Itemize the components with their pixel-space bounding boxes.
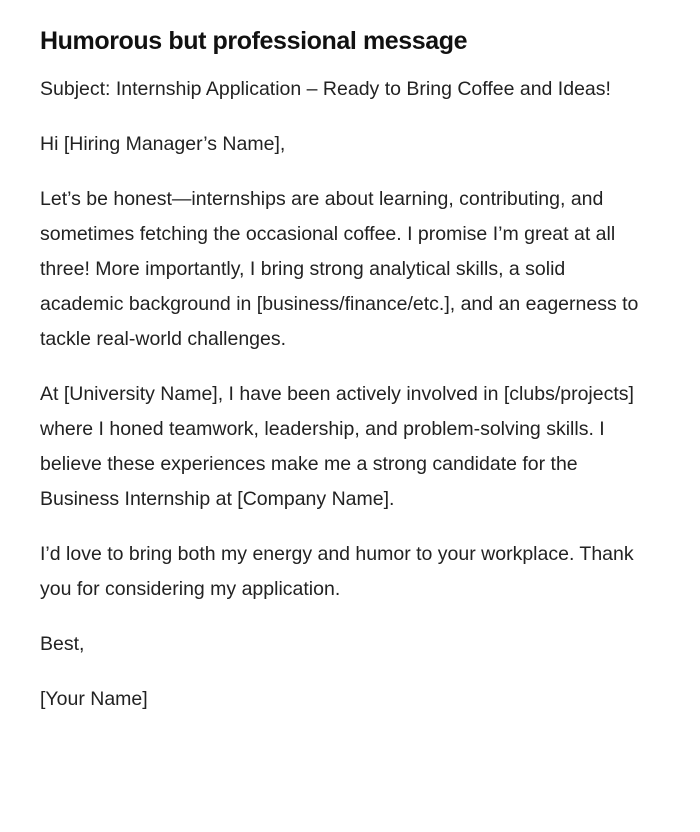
email-greeting: Hi [Hiring Manager’s Name], <box>40 133 286 155</box>
email-signature: [Your Name] <box>40 688 148 710</box>
email-paragraph-thanks: I’d love to bring both my energy and humor to your workplace. Thank you for considering my application. <box>40 543 634 600</box>
email-closing: Best, <box>40 633 85 655</box>
document-title: Humorous but professional message <box>40 27 468 55</box>
email-paragraph-intro: Let’s be honest—internships are about learning, contributing, and sometimes fetching the occasional coffee. I promise I’m great at all three! More importantly, I bring strong analytical skills, a solid academic background in [business/finance/etc.], and an eagerness to tackle real-world challenges. <box>40 188 639 350</box>
email-subject: Subject: Internship Application – Ready to Bring Coffee and Ideas! <box>40 78 611 100</box>
email-paragraph-experience: At [University Name], I have been actively involved in [clubs/projects] where I honed teamwork, leadership, and problem-solving skills. I believe these experiences make me a strong candidate for the Business Internship at [Company Name]. <box>40 383 634 510</box>
